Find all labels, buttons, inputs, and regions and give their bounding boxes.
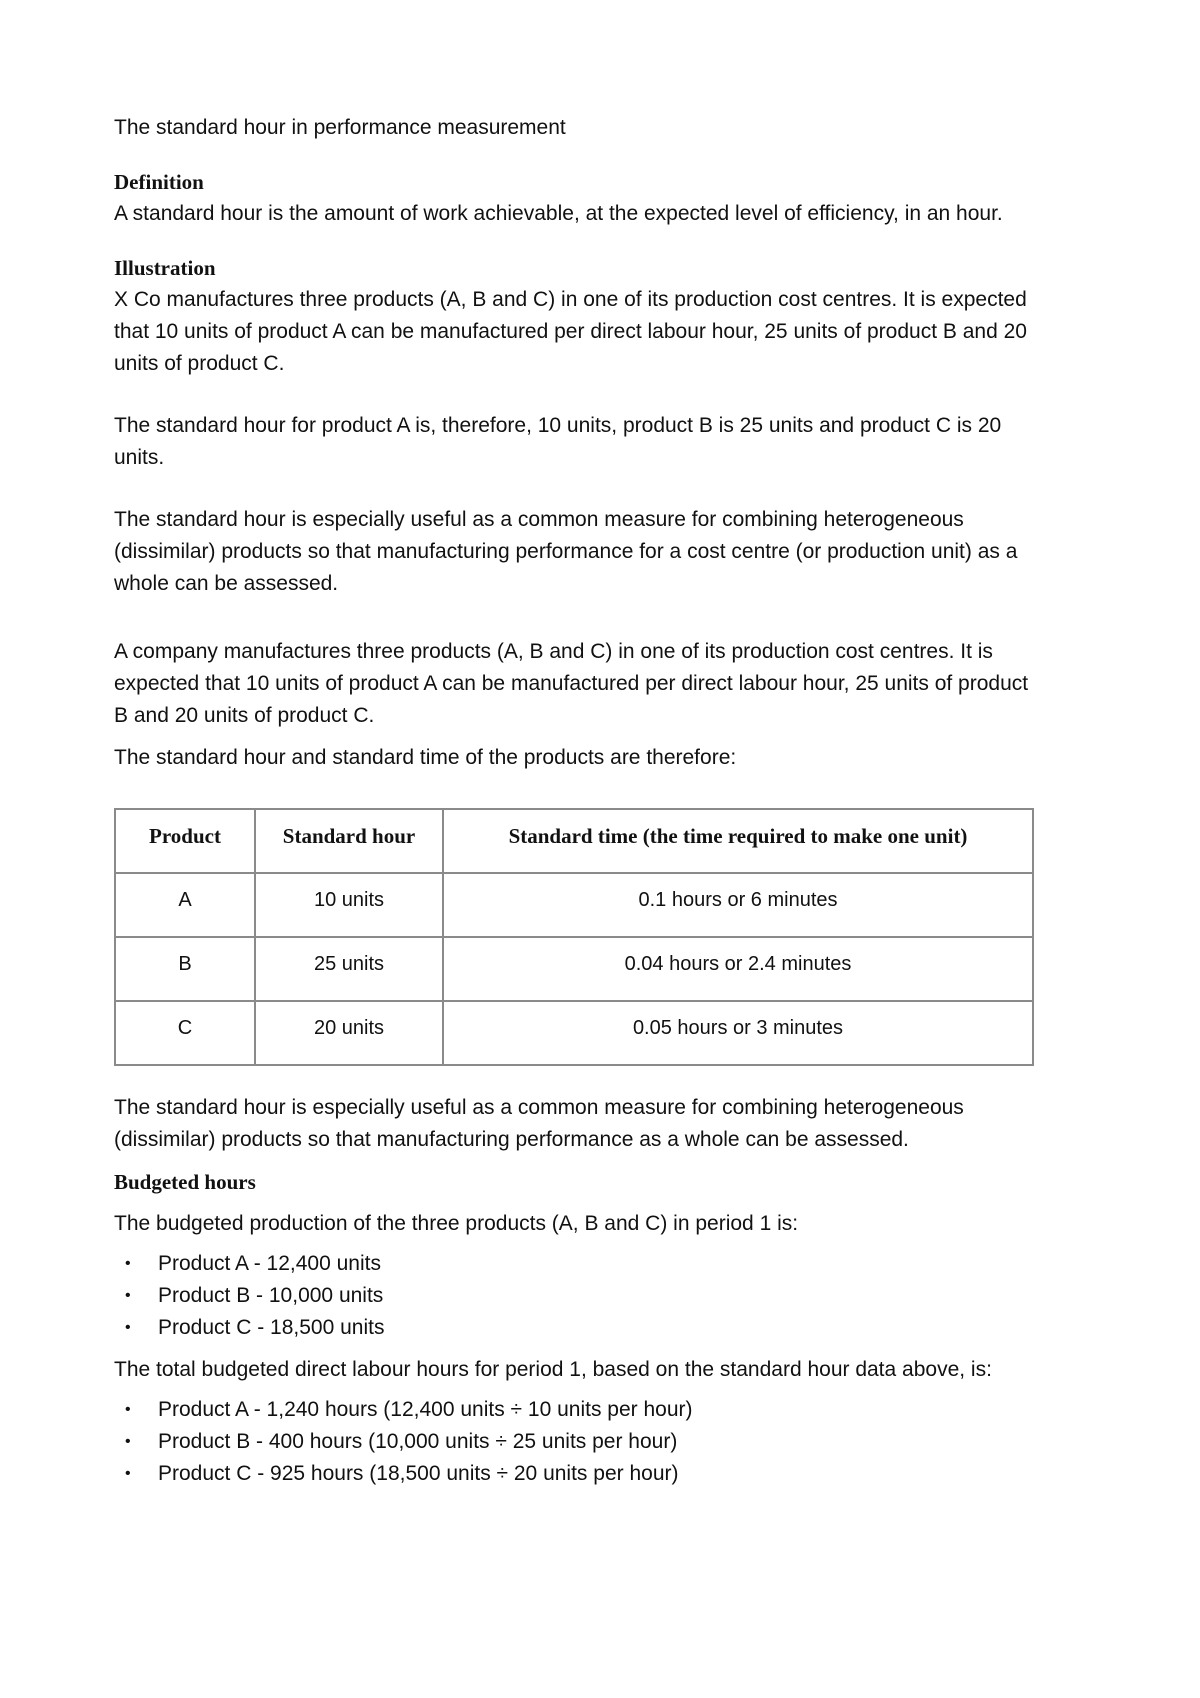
illustration-paragraph-2-line-1: The standard hour for product A is, therefore, 10 units, product B is 25 units and product C is 20	[114, 414, 1002, 437]
standard-hour-table	[114, 808, 1034, 1066]
budgeted-production-list	[114, 1248, 1094, 1344]
budgeted-hours-list	[114, 1394, 1094, 1490]
example-paragraph-2: The standard hour and standard time of the products are therefore:	[114, 746, 737, 769]
table-cell-standard-hour: 25 units	[255, 937, 443, 1001]
bullet-icon: •	[125, 1255, 131, 1272]
list-item-text: Product A - 12,400 units	[158, 1252, 381, 1275]
bullet-icon: •	[125, 1319, 131, 1336]
table-cell-product: B	[115, 937, 255, 1001]
list-item	[125, 1426, 1094, 1458]
illustration-paragraph-1-line-3: units of product C.	[114, 352, 285, 375]
illustration-paragraph-3-line-2: (dissimilar) products so that manufacturing performance for a cost centre (or production unit) as a	[114, 540, 1018, 563]
table-cell-product: C	[115, 1001, 255, 1065]
table-cell-standard-time: 0.1 hours or 6 minutes	[443, 873, 1033, 937]
document-page	[114, 112, 1094, 1490]
document-title: The standard hour in performance measurement	[114, 116, 566, 139]
definition-heading: Definition	[114, 170, 204, 194]
list-item-text: Product B - 400 hours (10,000 units ÷ 25 units per hour)	[158, 1430, 678, 1453]
illustration-paragraph-1-line-1: X Co manufactures three products (A, B and C) in one of its production cost centres. It is expected	[114, 288, 1027, 311]
table-cell-standard-hour: 20 units	[255, 1001, 443, 1065]
bullet-icon: •	[125, 1433, 131, 1450]
bullet-icon: •	[125, 1287, 131, 1304]
table-cell-standard-time: 0.04 hours or 2.4 minutes	[443, 937, 1033, 1001]
list-item-text: Product B - 10,000 units	[158, 1284, 384, 1307]
example-paragraph-1-line-1: A company manufactures three products (A, B and C) in one of its production cost centres. It is	[114, 640, 993, 663]
list-item-text: Product A - 1,240 hours (12,400 units ÷ 10 units per hour)	[158, 1398, 693, 1421]
illustration-paragraph-2-line-2: units.	[114, 446, 165, 469]
table-header-row	[115, 809, 1033, 873]
table-header-product: Product	[115, 809, 255, 873]
table-header-standard-hour: Standard hour	[255, 809, 443, 873]
illustration-paragraph-3-line-3: whole can be assessed.	[114, 572, 339, 595]
table-cell-standard-time: 0.05 hours or 3 minutes	[443, 1001, 1033, 1065]
illustration-heading: Illustration	[114, 256, 216, 280]
list-item	[125, 1312, 1094, 1344]
list-item	[125, 1248, 1094, 1280]
table-row	[115, 1001, 1033, 1065]
table-row	[115, 873, 1033, 937]
table-cell-standard-hour: 10 units	[255, 873, 443, 937]
example-paragraph-1-line-2: expected that 10 units of product A can be manufactured per direct labour hour, 25 units of product	[114, 672, 1029, 695]
table-header-standard-time: Standard time (the time required to make one unit)	[443, 809, 1033, 873]
table-cell-product: A	[115, 873, 255, 937]
list-item-text: Product C - 18,500 units	[158, 1316, 385, 1339]
bullet-icon: •	[125, 1401, 131, 1418]
illustration-paragraph-1-line-2: that 10 units of product A can be manufactured per direct labour hour, 25 units of product B and 20	[114, 320, 1027, 343]
list-item	[125, 1458, 1094, 1490]
budgeted-hours-heading: Budgeted hours	[114, 1170, 256, 1194]
example-paragraph-1-line-3: B and 20 units of product C.	[114, 704, 375, 727]
illustration-paragraph-3-line-1: The standard hour is especially useful as a common measure for combining heterogeneous	[114, 508, 964, 531]
list-item	[125, 1280, 1094, 1312]
list-item-text: Product C - 925 hours (18,500 units ÷ 20 units per hour)	[158, 1462, 679, 1485]
bullet-icon: •	[125, 1465, 131, 1482]
budgeted-production-intro: The budgeted production of the three products (A, B and C) in period 1 is:	[114, 1212, 799, 1235]
after-table-line-1: The standard hour is especially useful as a common measure for combining heterogeneous	[114, 1096, 964, 1119]
after-table-line-2: (dissimilar) products so that manufacturing performance as a whole can be assessed.	[114, 1128, 909, 1151]
table-row	[115, 937, 1033, 1001]
list-item	[125, 1394, 1094, 1426]
definition-text: A standard hour is the amount of work achievable, at the expected level of efficiency, in an hour.	[114, 202, 1003, 225]
budgeted-hours-intro: The total budgeted direct labour hours for period 1, based on the standard hour data above, is:	[114, 1358, 992, 1381]
